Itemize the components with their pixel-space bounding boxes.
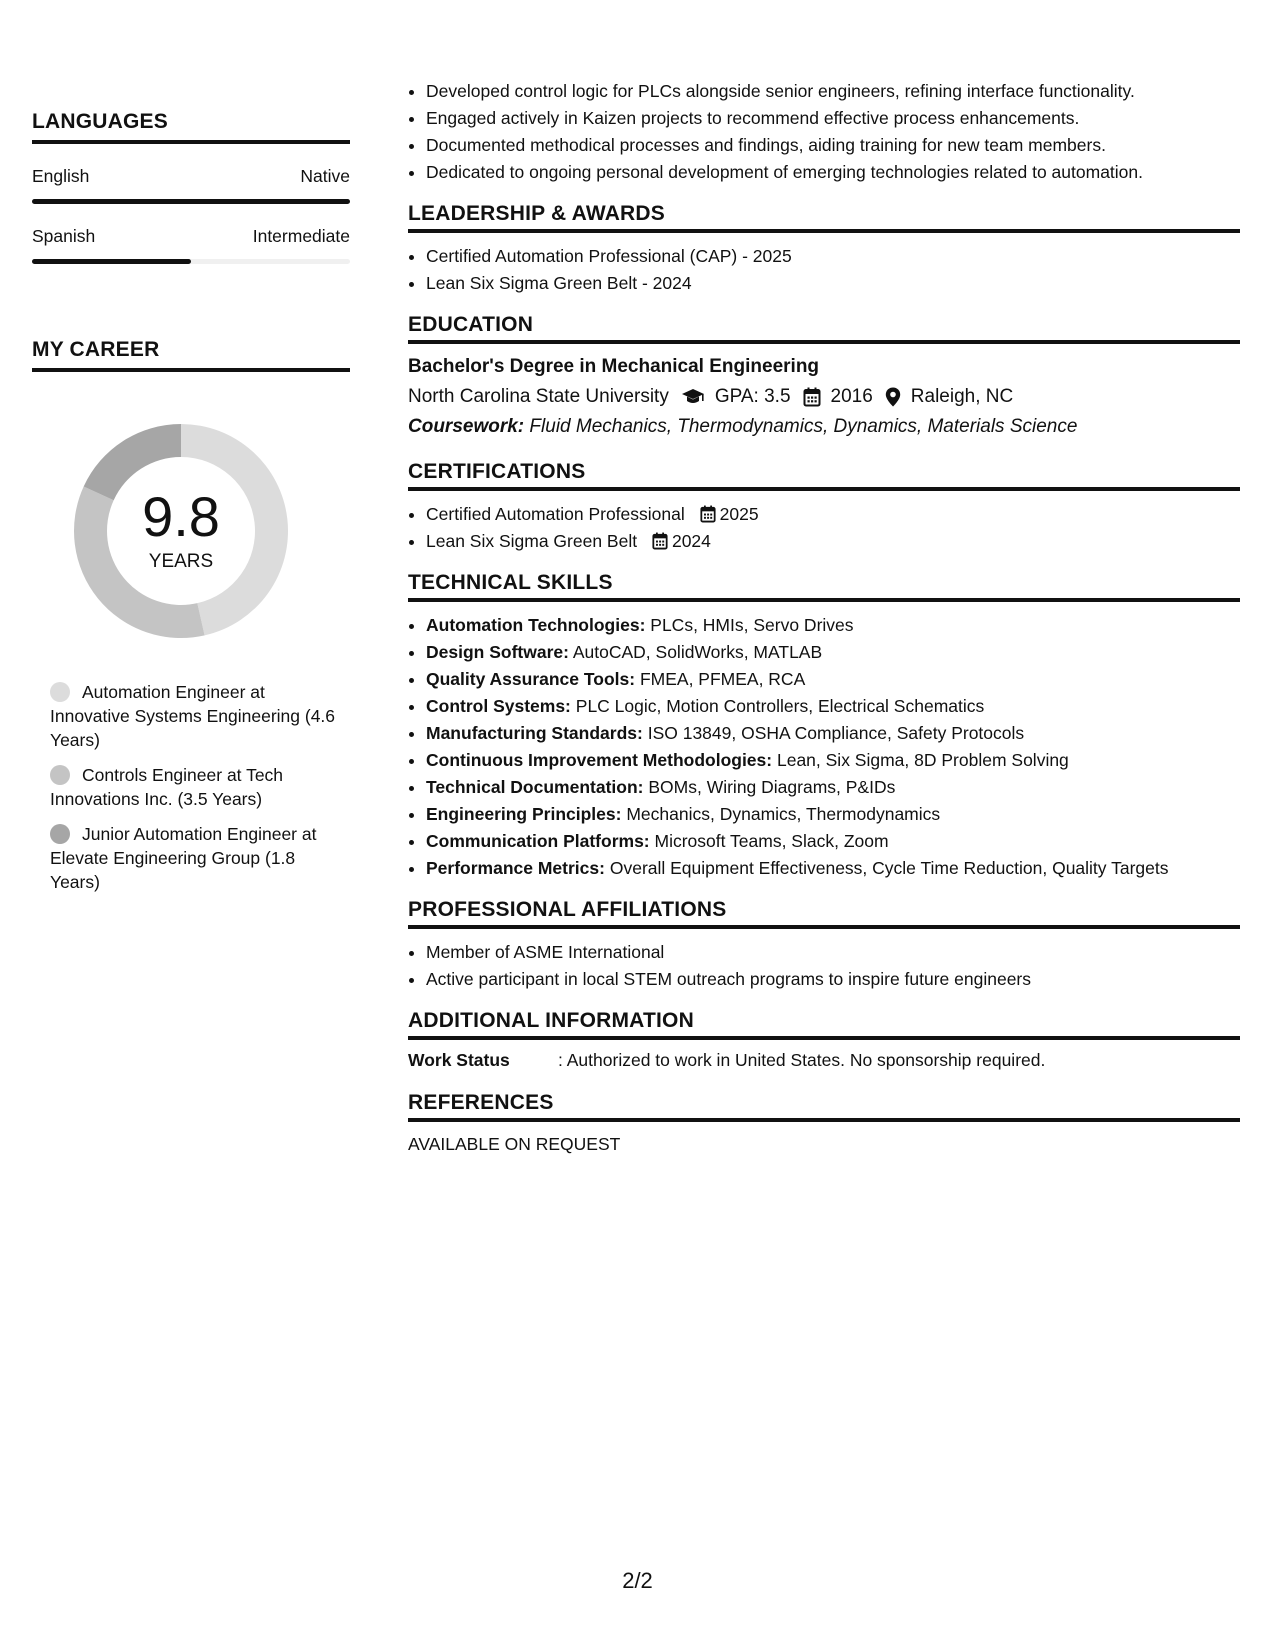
certifications-title: CERTIFICATIONS <box>408 460 1240 491</box>
certification-item <box>426 501 1240 528</box>
language-name: Spanish <box>32 226 96 246</box>
education-gpa: GPA: 3.5 <box>714 386 791 407</box>
skill-value: Lean, Six Sigma, 8D Problem Solving <box>776 750 1069 770</box>
affiliation-item: • Member of ASME International <box>426 939 1240 966</box>
language-proficiency-bar <box>32 259 350 264</box>
skill-label: Communication Platforms: <box>426 831 650 851</box>
calendar-icon <box>652 532 668 550</box>
skill-value: ISO 13849, OSHA Compliance, Safety Protocols <box>647 723 1025 743</box>
legend-label: Automation Engineer at Innovative Systems Engineering (4.6 Years) <box>50 682 336 750</box>
legend-dot <box>50 765 70 785</box>
calendar-icon <box>700 505 716 523</box>
certification-year: 2024 <box>671 531 711 551</box>
language-item <box>32 226 350 264</box>
references-text: AVAILABLE ON REQUEST <box>408 1134 621 1154</box>
affiliations-list <box>408 939 1240 993</box>
language-item <box>32 166 350 204</box>
skill-item <box>426 639 1240 666</box>
skill-value: PLCs, HMIs, Servo Drives <box>650 615 854 635</box>
skill-label: Control Systems: <box>426 696 571 716</box>
certification-name: Lean Six Sigma Green Belt <box>426 531 638 551</box>
certification-year: 2025 <box>719 504 759 524</box>
skill-value: Overall Equipment Effectiveness, Cycle Time Reduction, Quality Targets <box>609 858 1169 878</box>
leadership-list <box>408 243 1240 297</box>
work-status-row <box>408 1050 1240 1071</box>
main-content <box>408 78 1240 1155</box>
career-total-value: 9.8 <box>142 485 220 548</box>
skill-label: Quality Assurance Tools: <box>426 669 636 689</box>
language-level: Intermediate <box>252 226 350 246</box>
education-entry <box>408 356 1240 438</box>
career-title: MY CAREER <box>32 338 350 372</box>
experience-bullet: • Developed control logic for PLCs alongside senior engineers, refining interface functionality. <box>426 78 1240 105</box>
languages-title: LANGUAGES <box>32 110 350 144</box>
skill-item <box>426 747 1240 774</box>
experience-bullet: • Documented methodical processes and findings, aiding training for new team members. <box>426 132 1240 159</box>
work-status-label: Work Status <box>408 1050 510 1070</box>
skill-value: FMEA, PFMEA, RCA <box>639 669 806 689</box>
skill-value: AutoCAD, SolidWorks, MATLAB <box>572 642 823 662</box>
affiliation-item: • Active participant in local STEM outreach programs to inspire future engineers <box>426 966 1240 993</box>
skill-item <box>426 774 1240 801</box>
skill-label: Automation Technologies: <box>426 615 646 635</box>
experience-bullet: • Engaged actively in Kaizen projects to recommend effective process enhancements. <box>426 105 1240 132</box>
language-proficiency-fill <box>32 199 350 204</box>
coursework-list: Fluid Mechanics, Thermodynamics, Dynamics, Materials Science <box>529 416 1078 437</box>
skill-label: Technical Documentation: <box>426 777 644 797</box>
education-title: EDUCATION <box>408 313 1240 344</box>
language-proficiency-bar <box>32 199 350 204</box>
skill-label: Engineering Principles: <box>426 804 622 824</box>
career-legend-item <box>50 763 346 811</box>
education-degree: Bachelor's Degree in Mechanical Engineering <box>408 356 820 377</box>
career-legend-item <box>50 822 346 894</box>
skills-title: TECHNICAL SKILLS <box>408 571 1240 602</box>
coursework-label: Coursework: <box>408 416 525 437</box>
skill-item <box>426 666 1240 693</box>
work-status-value: : Authorized to work in United States. No sponsorship required. <box>558 1050 1046 1070</box>
certification-item <box>426 528 1240 555</box>
skill-label: Performance Metrics: <box>426 858 605 878</box>
skill-item <box>426 855 1240 882</box>
leadership-item: • Lean Six Sigma Green Belt - 2024 <box>426 270 1240 297</box>
page-number: 2/2 <box>622 1568 653 1593</box>
skill-value: Mechanics, Dynamics, Thermodynamics <box>626 804 941 824</box>
legend-dot <box>50 824 70 844</box>
education-coursework <box>408 416 1240 438</box>
affiliations-title: PROFESSIONAL AFFILIATIONS <box>408 898 1240 929</box>
skill-label: Continuous Improvement Methodologies: <box>426 750 773 770</box>
skill-value: BOMs, Wiring Diagrams, P&IDs <box>648 777 896 797</box>
skill-label: Manufacturing Standards: <box>426 723 643 743</box>
education-year: 2016 <box>830 386 873 407</box>
skill-item <box>426 801 1240 828</box>
certifications-list <box>408 501 1240 555</box>
sidebar <box>32 110 350 905</box>
legend-dot <box>50 682 70 702</box>
skill-item <box>426 720 1240 747</box>
language-proficiency-fill <box>32 259 191 264</box>
education-school: North Carolina State University <box>408 386 669 407</box>
legend-label: Controls Engineer at Tech Innovations Inc. (3.5 Years) <box>50 765 284 809</box>
experience-bullets <box>408 78 1240 186</box>
calendar-icon <box>803 387 821 407</box>
leadership-title: LEADERSHIP & AWARDS <box>408 202 1240 233</box>
language-level: Native <box>300 166 350 186</box>
leadership-item: • Certified Automation Professional (CAP) - 2025 <box>426 243 1240 270</box>
career-donut-chart <box>66 416 296 646</box>
career-total-unit: YEARS <box>148 551 214 572</box>
legend-label: Junior Automation Engineer at Elevate Engineering Group (1.8 Years) <box>50 824 317 892</box>
career-legend-item <box>50 680 346 752</box>
education-location: Raleigh, NC <box>910 386 1014 407</box>
certification-name: Certified Automation Professional <box>426 504 685 524</box>
location-pin-icon <box>885 387 901 407</box>
skill-item <box>426 612 1240 639</box>
graduation-cap-icon <box>681 388 705 406</box>
career-legend <box>50 680 346 894</box>
skill-value: Microsoft Teams, Slack, Zoom <box>654 831 889 851</box>
skill-item <box>426 828 1240 855</box>
language-name: English <box>32 166 90 186</box>
experience-bullet: • Dedicated to ongoing personal development of emerging technologies related to automation. <box>426 159 1240 186</box>
additional-info-title: ADDITIONAL INFORMATION <box>408 1009 1240 1040</box>
skill-label: Design Software: <box>426 642 569 662</box>
skills-list <box>408 612 1240 882</box>
skill-item <box>426 693 1240 720</box>
skill-value: PLC Logic, Motion Controllers, Electrical Schematics <box>575 696 985 716</box>
references-title: REFERENCES <box>408 1091 1240 1122</box>
